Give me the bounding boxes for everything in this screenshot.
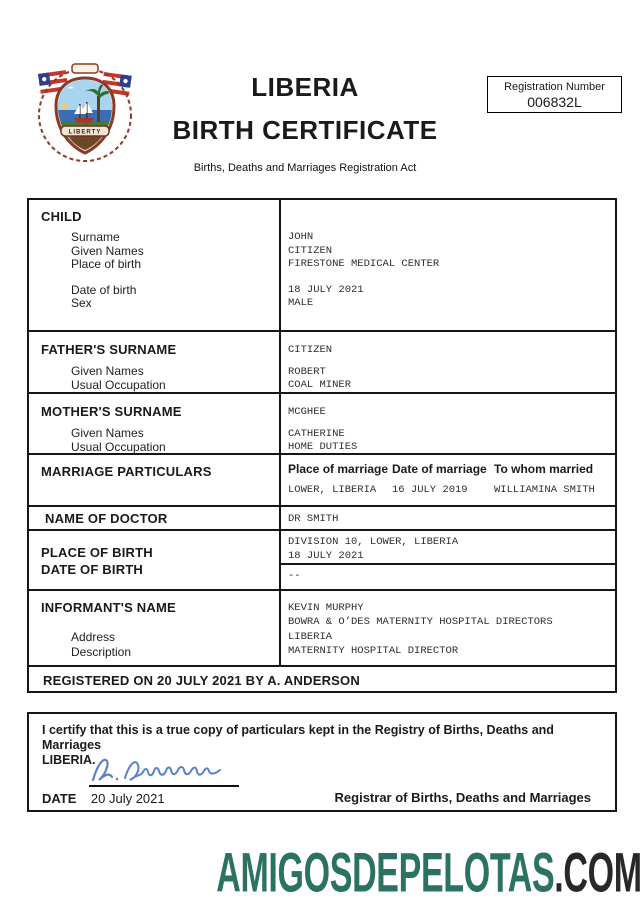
- birth-place-title: PLACE OF BIRTH: [41, 545, 153, 560]
- marriage-col-header: Place of marriage: [288, 462, 389, 476]
- field-label: Sex: [71, 296, 92, 310]
- watermark-tld: .COM: [554, 841, 642, 904]
- field-value: HOME DUTIES: [288, 441, 358, 453]
- father-surname-value: CITIZEN: [288, 344, 333, 356]
- field-label: Given Names: [71, 426, 144, 440]
- marriage-section-title: MARRIAGE PARTICULARS: [41, 464, 212, 479]
- marriage-col-value: WILLIAMINA SMITH: [494, 484, 595, 496]
- field-label: Given Names: [71, 364, 144, 378]
- informant-name-value: KEVIN MURPHY: [288, 602, 364, 614]
- registered-statement: REGISTERED ON 20 JULY 2021 BY A. ANDERSON: [43, 673, 360, 688]
- field-label: Place of birth: [71, 257, 142, 271]
- field-label: Usual Occupation: [71, 377, 166, 392]
- watermark-name: AMIGOSDEPELOTAS: [216, 841, 555, 904]
- field-value: 18 JULY 2021: [288, 283, 364, 296]
- registrar-signature: [87, 750, 252, 790]
- row-birth-place-date: [29, 529, 615, 589]
- child-section-title: CHILD: [41, 209, 82, 224]
- certify-statement-line1: I certify that this is a true copy of particulars kept in the Registry of Births, Deaths and Marriages: [42, 723, 554, 752]
- birth-extra-value: --: [288, 570, 301, 582]
- informant-org-value: BOWRA & O’DES MATERNITY HOSPITAL DIRECTORS: [288, 616, 553, 629]
- act-subtitle: Births, Deaths and Marriages Registration Act: [193, 162, 417, 174]
- row-child: [29, 200, 615, 330]
- shield-scene: [56, 78, 114, 152]
- field-value: MATERNITY HOSPITAL DIRECTOR: [288, 645, 459, 658]
- field-value: JOHN: [288, 231, 314, 243]
- field-value: LIBERIA: [288, 630, 333, 643]
- field-value: ROBERT: [288, 365, 326, 378]
- row-registered: [29, 665, 615, 691]
- field-label: Given Names: [71, 243, 144, 258]
- doctor-name-value: DR SMITH: [288, 513, 339, 525]
- row-doctor: [29, 505, 615, 529]
- registration-number-box: [487, 76, 622, 113]
- registrar-title: Registrar of Births, Deaths and Marriages: [334, 790, 591, 805]
- registration-number-label: Registration Number: [504, 81, 605, 93]
- field-value: FIRESTONE MEDICAL CENTER: [288, 258, 440, 270]
- birth-date-title: DATE OF BIRTH: [41, 562, 144, 577]
- field-label: Usual Occupation: [71, 439, 166, 454]
- certify-statement-line2: LIBERIA.: [42, 753, 96, 767]
- field-label: Surname: [71, 230, 120, 244]
- marriage-col-value: LOWER, LIBERIA: [288, 484, 377, 496]
- date-label: DATE: [42, 791, 77, 806]
- field-label: Description: [71, 644, 132, 659]
- field-value: MALE: [288, 297, 314, 309]
- marriage-col-header: To whom married: [494, 462, 594, 476]
- signature-line: [89, 785, 239, 787]
- watermark: [217, 840, 642, 905]
- date-value: 20 July 2021: [90, 791, 165, 806]
- birth-date-value: 18 JULY 2021: [288, 550, 364, 562]
- birth-place-value: DIVISION 10, LOWER, LIBERIA: [288, 536, 459, 548]
- field-label: Address: [71, 630, 116, 644]
- row-mother: [29, 392, 615, 453]
- row-informant: [29, 589, 615, 665]
- mother-surname-value: MCGHEE: [288, 406, 326, 418]
- marriage-col-value: 16 JULY 2019: [392, 484, 468, 496]
- doctor-section-title: NAME OF DOCTOR: [45, 511, 168, 526]
- field-value: COAL MINER: [288, 379, 352, 391]
- field-value: CITIZEN: [288, 244, 333, 257]
- row-marriage: [29, 453, 615, 505]
- informant-section-title: INFORMANT'S NAME: [41, 600, 176, 615]
- liberia-coat-of-arms: [30, 62, 140, 168]
- row-father: [29, 330, 615, 392]
- title-block: [150, 72, 460, 174]
- document-title: BIRTH CERTIFICATE: [172, 115, 438, 145]
- country-title: LIBERIA: [251, 72, 359, 102]
- field-value: CATHERINE: [288, 427, 345, 440]
- field-label: Date of birth: [71, 282, 137, 297]
- registration-number-value: 006832L: [527, 94, 582, 110]
- marriage-col-header: Date of marriage: [392, 462, 487, 476]
- mother-section-title: MOTHER'S SURNAME: [41, 404, 182, 419]
- particulars-table: [27, 198, 617, 693]
- emblem-motto-text: LIBERTY: [68, 129, 102, 136]
- certification-box: [27, 712, 617, 812]
- father-section-title: FATHER'S SURNAME: [41, 342, 177, 357]
